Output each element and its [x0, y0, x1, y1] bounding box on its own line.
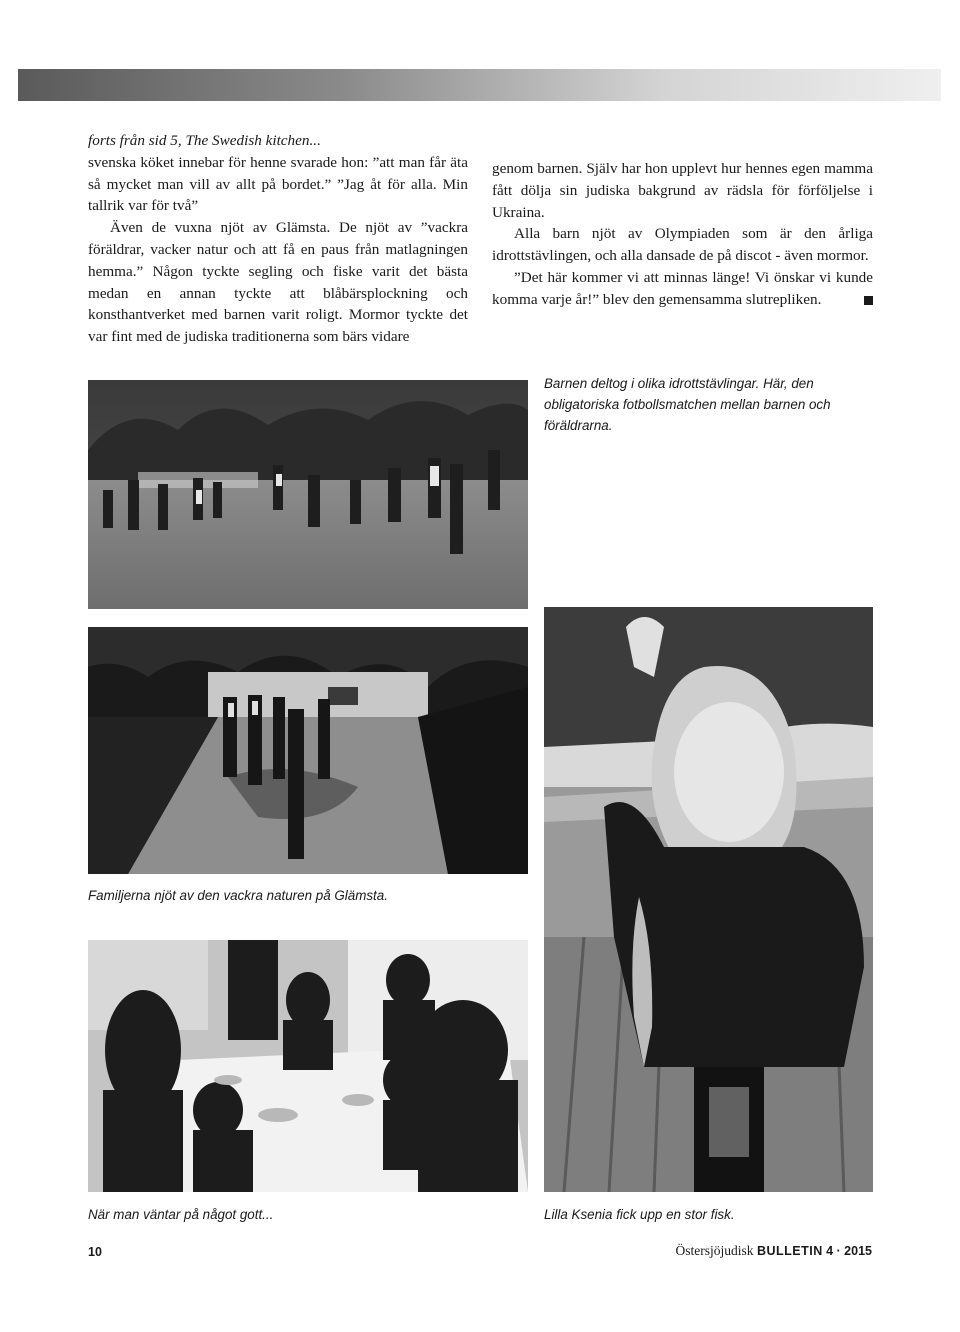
- article-paragraph-final: [492, 267, 873, 311]
- article-paragraph: genom barnen. Själv har hon upplevt hur hennes egen mamma fått dölja sin judiska bakgrund av rädsla för förföljelse i Ukraina.: [492, 160, 873, 221]
- photo-girl-with-fish: [544, 607, 873, 1192]
- photo-football-match: [88, 380, 528, 609]
- publication-issue: 4 · 2015: [826, 1244, 872, 1258]
- photo-nature-walk-image: [88, 627, 528, 874]
- header-bar: [18, 69, 941, 101]
- caption-fish: Lilla Ksenia fick upp en stor fisk.: [544, 1207, 735, 1222]
- photo-dining-table-image: [88, 940, 528, 1192]
- caption-dining: När man väntar på något gott...: [88, 1207, 274, 1222]
- article-paragraph-text: ”Det här kommer vi att minnas länge! Vi önskar vi kunde komma varje år!” blev den gemensamma slutrepliken.: [492, 268, 873, 308]
- page-number: 10: [88, 1245, 102, 1259]
- continued-from-note: forts från sid 5, The Swedish kitchen...: [88, 132, 321, 149]
- publication-footer: [676, 1243, 872, 1259]
- article-paragraph: Även de vuxna njöt av Glämsta. De njöt av ”vackra föräldrar, vacker natur och att få en paus från matlagningen hemma.” Någon tyckte segling och fiske varit det bästa medan en annan tyckte att blåbärsplockning och konsthantverket med barnen varit roligt. Mormor tyckte det var fint med de judiska traditionerna som bärs vidare: [88, 219, 468, 346]
- photo-dining-table: [88, 940, 528, 1192]
- end-of-article-mark: [864, 296, 873, 305]
- caption-nature: Familjerna njöt av den vackra naturen på Glämsta.: [88, 888, 388, 903]
- article-right-column: [492, 158, 873, 311]
- publication-name: BULLETIN: [756, 1244, 823, 1258]
- publication-prefix: Östersjöjudisk: [675, 1243, 754, 1258]
- article-paragraph: Alla barn njöt av Olympiaden som är den årliga idrottstävlingen, och alla dansade de på discot - även mormor.: [492, 225, 873, 265]
- photo-football-match-image: [88, 380, 528, 609]
- article-left-column: [88, 130, 468, 348]
- article-paragraph: svenska köket innebar för henne svarade hon: ”att man får äta så mycket man vill av allt på bordet.” ”Jag åt för alla. Min tallrik var för två”: [88, 153, 468, 215]
- photo-nature-walk: [88, 627, 528, 874]
- photo-girl-with-fish-image: [544, 607, 873, 1192]
- caption-football: Barnen deltog i olika idrottstävlingar. Här, den obligatoriska fotbollsmatchen mellan barnen och föräldrarna.: [544, 376, 831, 433]
